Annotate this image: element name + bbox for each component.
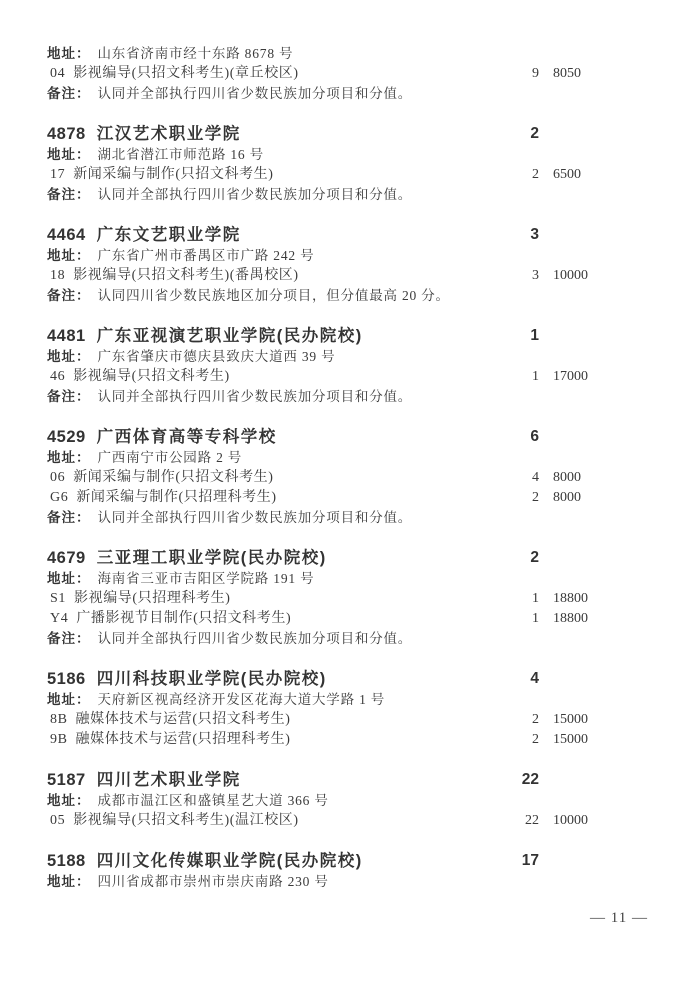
major-row [47,468,647,488]
school-section [47,850,647,892]
address-row [47,791,647,811]
note-text: 认同并全部执行四川省少数民族加分项目和分值。 [97,389,413,404]
major-list [47,266,647,286]
major-row [47,266,647,286]
major-name: 融媒体技术与运营(只招文科考生) [75,712,291,727]
note-text: 认同并全部执行四川省少数民族加分项目和分值。 [97,631,413,646]
note-label: 备注： [47,288,91,303]
school-name: 四川艺术职业学院 [96,771,241,789]
major-code: G6 [50,490,69,505]
school-section [47,547,647,649]
address-row [47,246,647,266]
major-name: 影视编导(只招文科考生)(温江校区) [73,813,299,828]
school-total-count: 22 [521,771,539,788]
major-code: 46 [50,369,66,384]
major-row [47,710,647,730]
address-text: 成都市温江区和盛镇星艺大道 366 号 [97,793,329,808]
major-list [47,811,647,831]
school-total-count: 17 [521,852,539,869]
address-row [47,44,647,64]
major-name: 广播影视节目制作(只招文科考生) [76,611,292,626]
page-number-text: — 11 — [590,910,648,926]
school-section [47,44,647,104]
major-code: 17 [50,167,66,182]
address-label: 地址： [47,793,91,808]
major-list [47,468,647,508]
major-code: Y4 [50,611,69,626]
major-code: 18 [50,268,66,283]
school-code: 5186 [47,670,86,688]
major-fee: 10000 [553,268,588,283]
school-code: 5188 [47,852,86,870]
school-section [47,224,647,306]
note-label: 备注： [47,187,91,202]
school-code: 4878 [47,125,86,143]
major-count: 9 [532,66,539,81]
major-row [47,64,647,84]
address-text: 广东省肇庆市德庆县致庆大道西 39 号 [97,349,336,364]
address-row [47,145,647,165]
major-code: S1 [50,591,66,606]
major-count: 2 [532,732,539,747]
major-count: 1 [532,611,539,626]
school-code: 4679 [47,549,86,567]
school-row [47,668,647,690]
address-text: 山东省济南市经十东路 8678 号 [97,46,294,61]
address-row [47,569,647,589]
address-label: 地址： [47,147,91,162]
school-section [47,769,647,831]
school-total-count: 2 [530,549,539,566]
major-code: 04 [50,66,66,81]
note-row [47,629,647,649]
school-row [47,325,647,347]
note-label: 备注： [47,631,91,646]
school-name: 江汉艺术职业学院 [96,125,241,143]
major-name: 影视编导(只招文科考生)(章丘校区) [73,66,299,81]
note-row [47,185,647,205]
school-section [47,123,647,205]
school-row [47,850,647,872]
major-fee: 8050 [553,66,581,81]
school-code: 4464 [47,226,86,244]
major-name: 新闻采编与制作(只招文科考生) [73,470,274,485]
school-row [47,769,647,791]
address-text: 海南省三亚市吉阳区学院路 191 号 [97,571,315,586]
major-fee: 17000 [553,369,588,384]
address-row [47,448,647,468]
address-label: 地址： [47,349,91,364]
address-text: 四川省成都市崇州市崇庆南路 230 号 [97,874,329,889]
school-row [47,547,647,569]
address-text: 湖北省潜江市师范路 16 号 [97,147,264,162]
note-row [47,508,647,528]
major-row [47,589,647,609]
note-label: 备注： [47,389,91,404]
major-list [47,64,647,84]
major-fee: 15000 [553,732,588,747]
school-code: 4529 [47,428,86,446]
school-section [47,426,647,528]
address-text: 广西南宁市公园路 2 号 [97,450,243,465]
major-code: 9B [50,732,68,747]
major-count: 4 [532,470,539,485]
major-row [47,811,647,831]
major-count: 2 [532,167,539,182]
school-name: 广东亚视演艺职业学院(民办院校) [96,327,363,345]
major-count: 1 [532,591,539,606]
note-text: 认同四川省少数民族地区加分项目，但分值最高 20 分。 [97,288,450,303]
school-total-count: 6 [530,428,539,445]
major-row [47,730,647,750]
note-text: 认同并全部执行四川省少数民族加分项目和分值。 [97,86,413,101]
major-name: 影视编导(只招文科考生) [73,369,230,384]
school-total-count: 3 [530,226,539,243]
school-row [47,224,647,246]
note-row [47,286,647,306]
major-fee: 18800 [553,611,588,626]
major-fee: 6500 [553,167,581,182]
address-label: 地址： [47,692,91,707]
major-code: 8B [50,712,68,727]
school-name: 四川科技职业学院(民办院校) [96,670,327,688]
address-text: 广东省广州市番禺区市广路 242 号 [97,248,315,263]
major-name: 融媒体技术与运营(只招理科考生) [75,732,291,747]
major-name: 影视编导(只招理科考生) [74,591,231,606]
note-row [47,387,647,407]
major-list [47,367,647,387]
major-row [47,609,647,629]
major-fee: 8000 [553,470,581,485]
school-name: 广西体育高等专科学校 [96,428,277,446]
school-row [47,426,647,448]
address-row [47,872,647,892]
admissions-list [47,44,647,892]
page-number [590,910,648,927]
major-list [47,710,647,750]
major-list [47,165,647,185]
school-code: 4481 [47,327,86,345]
school-total-count: 2 [530,125,539,142]
major-fee: 10000 [553,813,588,828]
address-text: 天府新区视高经济开发区花海大道大学路 1 号 [97,692,386,707]
school-name: 广东文艺职业学院 [96,226,241,244]
major-count: 2 [532,490,539,505]
school-name: 三亚理工职业学院(民办院校) [96,549,327,567]
school-section [47,325,647,407]
address-label: 地址： [47,46,91,61]
major-row [47,488,647,508]
major-row [47,367,647,387]
school-name: 四川文化传媒职业学院(民办院校) [96,852,363,870]
note-row [47,84,647,104]
major-code: 05 [50,813,66,828]
address-row [47,347,647,367]
major-fee: 18800 [553,591,588,606]
address-label: 地址： [47,248,91,263]
major-name: 新闻采编与制作(只招文科考生) [73,167,274,182]
school-section [47,668,647,750]
major-name: 影视编导(只招文科考生)(番禺校区) [73,268,299,283]
school-code: 5187 [47,771,86,789]
school-row [47,123,647,145]
note-label: 备注： [47,86,91,101]
major-name: 新闻采编与制作(只招理科考生) [76,490,277,505]
address-row [47,690,647,710]
note-label: 备注： [47,510,91,525]
school-total-count: 4 [530,670,539,687]
major-code: 06 [50,470,66,485]
major-count: 1 [532,369,539,384]
major-list [47,589,647,629]
note-text: 认同并全部执行四川省少数民族加分项目和分值。 [97,187,413,202]
major-fee: 8000 [553,490,581,505]
school-total-count: 1 [530,327,539,344]
address-label: 地址： [47,571,91,586]
address-label: 地址： [47,450,91,465]
major-count: 22 [525,813,539,828]
address-label: 地址： [47,874,91,889]
note-text: 认同并全部执行四川省少数民族加分项目和分值。 [97,510,413,525]
major-count: 3 [532,268,539,283]
major-row [47,165,647,185]
major-fee: 15000 [553,712,588,727]
major-count: 2 [532,712,539,727]
